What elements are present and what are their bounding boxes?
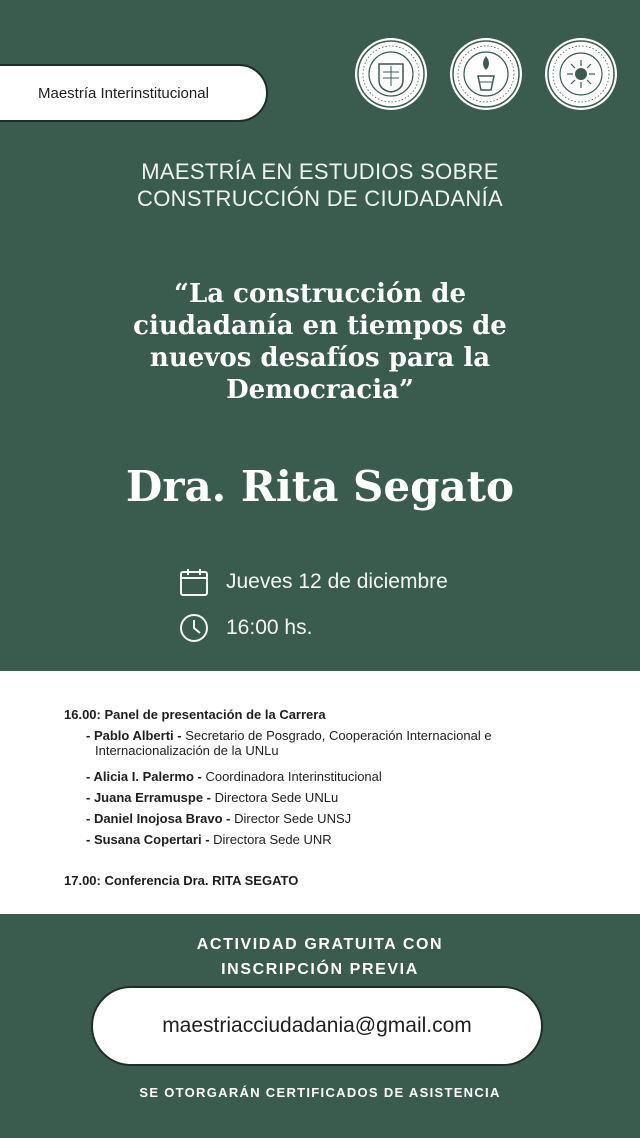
conference-heading: 17.00: Conferencia Dra. RITA SEGATO	[64, 873, 299, 888]
registration-email[interactable]	[91, 986, 543, 1066]
calendar-icon	[179, 567, 209, 597]
event-date: Jueves 12 de diciembre	[179, 567, 448, 597]
speaker-list-item: - Alicia I. Palermo - Coordinadora Interinstitucional	[86, 769, 382, 784]
program-title: MAESTRÍA EN ESTUDIOS SOBRE CONSTRUCCIÓN DE CIUDADANÍA	[137, 159, 503, 211]
talk-title: “La construcción de ciudadanía en tiempos de nuevos desafíos para la Democracia”	[133, 279, 507, 405]
speaker-list-item: - Pablo Alberti - Secretario de Posgrado, Cooperación Internacional e Internacionalización de la UNLu	[86, 728, 492, 758]
unr-seal-icon	[448, 36, 524, 112]
email-text[interactable]: maestriacciudadania@gmail.com	[162, 1014, 472, 1037]
speaker-list-item: - Daniel Inojosa Bravo - Director Sede UNSJ	[86, 811, 352, 826]
program-tag	[0, 64, 268, 122]
speaker-list-item: - Susana Copertari - Directora Sede UNR	[86, 832, 332, 847]
unsj-seal-icon	[543, 36, 619, 112]
speaker-name: Dra. Rita Segato	[125, 462, 515, 511]
certificates-note: SE OTORGARÁN CERTIFICADOS DE ASISTENCIA	[139, 1085, 501, 1100]
unlu-seal-icon	[353, 36, 429, 112]
speaker-list-item: - Juana Erramuspe - Directora Sede UNLu	[86, 790, 339, 805]
event-time: 16:00 hs.	[179, 613, 312, 643]
schedule-panel	[0, 671, 640, 914]
clock-icon	[179, 613, 209, 643]
registration-notice: ACTIVIDAD GRATUITA CON INSCRIPCIÓN PREVIA	[196, 936, 444, 978]
panel-heading: 16.00: Panel de presentación de la Carrera	[64, 707, 326, 722]
program-tag-label: Maestría Interinstitucional	[38, 84, 209, 102]
